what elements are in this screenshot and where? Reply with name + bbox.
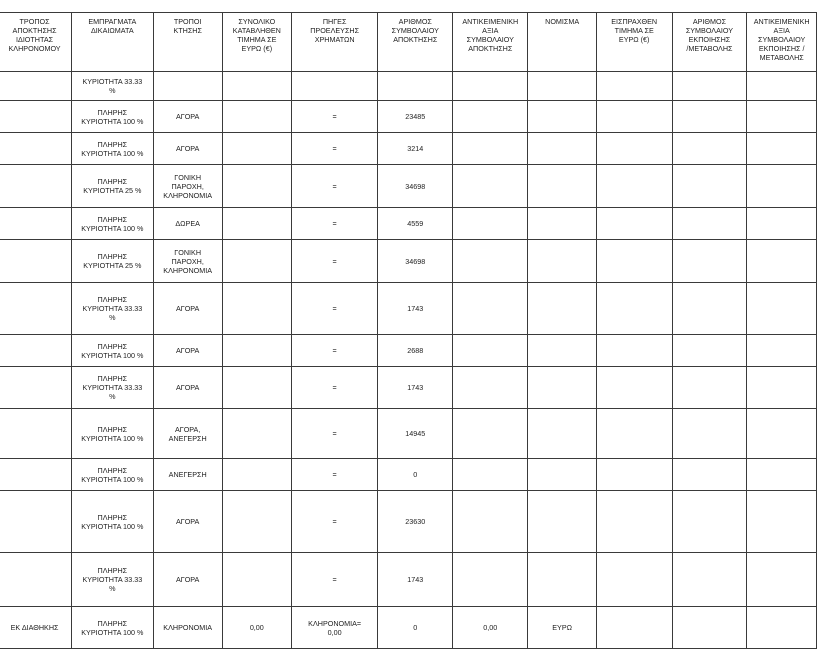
table-cell: [0, 409, 72, 459]
table-cell: [222, 240, 291, 283]
table-cell: 1743: [378, 283, 453, 335]
table-row: [0, 72, 817, 101]
table-cell: [672, 335, 747, 367]
table-cell: [222, 409, 291, 459]
table-cell: [747, 491, 817, 553]
table-cell: [222, 283, 291, 335]
table-cell: [528, 165, 596, 208]
table-cell: [528, 335, 596, 367]
table-cell: [222, 133, 291, 165]
table-cell: [528, 459, 596, 491]
table-cell: [747, 72, 817, 101]
table-cell: 34698: [378, 165, 453, 208]
table-cell: ΚΛΗΡΟΝΟΜΙΑ= 0,00: [291, 607, 377, 649]
table-cell: [596, 607, 672, 649]
table-cell: [672, 133, 747, 165]
table-cell: [453, 72, 528, 101]
table-cell: 0: [378, 607, 453, 649]
table-cell: [672, 283, 747, 335]
table-cell: [596, 335, 672, 367]
table-cell: [453, 367, 528, 409]
table-cell: [453, 553, 528, 607]
table-cell: [528, 367, 596, 409]
table-cell: ΠΛΗΡΗΣ ΚΥΡΙΟΤΗΤΑ 25 %: [72, 165, 153, 208]
table-cell: [0, 165, 72, 208]
table-cell: [528, 409, 596, 459]
table-cell: [528, 553, 596, 607]
assets-table: [0, 12, 817, 649]
col-funding-sources: ΠΗΓΕΣ ΠΡΟΕΛΕΥΣΗΣ ΧΡΗΜΑΤΩΝ: [291, 13, 377, 72]
table-cell: ΑΓΟΡΑ: [153, 491, 222, 553]
table-cell: =: [291, 283, 377, 335]
table-cell: [0, 491, 72, 553]
table-cell: [222, 553, 291, 607]
table-cell: [0, 240, 72, 283]
table-cell: 3214: [378, 133, 453, 165]
table-row: [0, 133, 817, 165]
table-cell: 1743: [378, 367, 453, 409]
table-cell: [747, 101, 817, 133]
table-cell: [672, 101, 747, 133]
table-cell: 0,00: [222, 607, 291, 649]
table-cell: [672, 459, 747, 491]
table-cell: [0, 283, 72, 335]
table-cell: [672, 553, 747, 607]
col-disposal-objective-value: ΑΝΤΙΚΕΙΜΕΝΙΚΗ ΑΞΙΑ ΣΥΜΒΟΛΑΙΟΥ ΕΚΠΟΙΗΣΗΣ / ΜΕΤΑΒΟΛΗΣ: [747, 13, 817, 72]
table-row: [0, 367, 817, 409]
table-cell: [672, 491, 747, 553]
table-row: [0, 491, 817, 553]
col-real-rights: ΕΜΠΡΑΓΜΑΤΑ ΔΙΚΑΙΩΜΑΤΑ: [72, 13, 153, 72]
table-cell: [528, 72, 596, 101]
table-cell: 34698: [378, 240, 453, 283]
table-cell: ΠΛΗΡΗΣ ΚΥΡΙΟΤΗΤΑ 100 %: [72, 459, 153, 491]
table-cell: [453, 101, 528, 133]
col-acquisition-modes: ΤΡΟΠΟΙ ΚΤΗΣΗΣ: [153, 13, 222, 72]
table-cell: [453, 240, 528, 283]
table-row: [0, 101, 817, 133]
table-cell: [747, 283, 817, 335]
table-cell: [596, 367, 672, 409]
table-cell: [0, 459, 72, 491]
table-cell: [747, 409, 817, 459]
table-cell: ΑΓΟΡΑ: [153, 101, 222, 133]
table-cell: [528, 101, 596, 133]
table-cell: [222, 208, 291, 240]
table-cell: ΔΩΡΕΑ: [153, 208, 222, 240]
table-cell: [747, 165, 817, 208]
table-cell: [596, 165, 672, 208]
table-cell: [528, 491, 596, 553]
table-cell: [222, 491, 291, 553]
table-cell: ΠΛΗΡΗΣ ΚΥΡΙΟΤΗΤΑ 100 %: [72, 101, 153, 133]
table-cell: [672, 607, 747, 649]
table-cell: [378, 72, 453, 101]
table-cell: 0,00: [453, 607, 528, 649]
table-cell: 4559: [378, 208, 453, 240]
table-row: [0, 283, 817, 335]
table-cell: ΓΟΝΙΚΗ ΠΑΡΟΧΗ, ΚΛΗΡΟΝΟΜΙΑ: [153, 165, 222, 208]
table-cell: ΠΛΗΡΗΣ ΚΥΡΙΟΤΗΤΑ 33.33 %: [72, 367, 153, 409]
col-total-price-paid: ΣΥΝΟΛΙΚΟ ΚΑΤΑΒΛΗΘΕΝ ΤΙΜΗΜΑ ΣΕ ΕΥΡΩ (€): [222, 13, 291, 72]
table-cell: ΠΛΗΡΗΣ ΚΥΡΙΟΤΗΤΑ 100 %: [72, 409, 153, 459]
table-cell: ΕΚ ΔΙΑΘΗΚΗΣ: [0, 607, 72, 649]
table-row: [0, 208, 817, 240]
table-cell: [453, 459, 528, 491]
table-cell: 1743: [378, 553, 453, 607]
table-cell: [596, 409, 672, 459]
table-cell: [453, 165, 528, 208]
table-cell: ΚΥΡΙΟΤΗΤΑ 33.33 %: [72, 72, 153, 101]
header-row: [0, 13, 817, 72]
table-cell: ΑΝΕΓΕΡΣΗ: [153, 459, 222, 491]
table-cell: [747, 459, 817, 491]
table-cell: ΓΟΝΙΚΗ ΠΑΡΟΧΗ, ΚΛΗΡΟΝΟΜΙΑ: [153, 240, 222, 283]
table-cell: =: [291, 165, 377, 208]
table-cell: ΑΓΟΡΑ: [153, 133, 222, 165]
table-cell: ΑΓΟΡΑ, ΑΝΕΓΕΡΣΗ: [153, 409, 222, 459]
table-cell: 23630: [378, 491, 453, 553]
table-cell: [747, 133, 817, 165]
table-cell: [0, 367, 72, 409]
table-cell: [528, 283, 596, 335]
table-cell: ΕΥΡΩ: [528, 607, 596, 649]
table-cell: [672, 409, 747, 459]
table-cell: [0, 133, 72, 165]
table-cell: =: [291, 553, 377, 607]
table-cell: [528, 240, 596, 283]
table-cell: ΠΛΗΡΗΣ ΚΥΡΙΟΤΗΤΑ 100 %: [72, 491, 153, 553]
table-row: [0, 335, 817, 367]
table-cell: [596, 553, 672, 607]
table-cell: ΠΛΗΡΗΣ ΚΥΡΙΟΤΗΤΑ 33.33 %: [72, 283, 153, 335]
table-row: [0, 553, 817, 607]
table-cell: =: [291, 133, 377, 165]
table-cell: ΠΛΗΡΗΣ ΚΥΡΙΟΤΗΤΑ 100 %: [72, 133, 153, 165]
table-cell: =: [291, 459, 377, 491]
col-price-received: ΕΙΣΠΡΑΧΘΕΝ ΤΙΜΗΜΑ ΣΕ ΕΥΡΩ (€): [596, 13, 672, 72]
col-currency: ΝΟΜΙΣΜΑ: [528, 13, 596, 72]
table-cell: [528, 208, 596, 240]
table-cell: [0, 72, 72, 101]
table-cell: 0: [378, 459, 453, 491]
table-cell: [453, 208, 528, 240]
table-cell: [0, 101, 72, 133]
table-cell: [0, 553, 72, 607]
table-cell: [596, 491, 672, 553]
table-row: [0, 409, 817, 459]
table-cell: [528, 133, 596, 165]
table-cell: ΠΛΗΡΗΣ ΚΥΡΙΟΤΗΤΑ 25 %: [72, 240, 153, 283]
col-acquisition-method-heir: ΤΡΟΠΟΣ ΑΠΟΚΤΗΣΗΣ ΙΔΙΟΤΗΤΑΣ ΚΛΗΡΟΝΟΜΟΥ: [0, 13, 72, 72]
table-cell: 2688: [378, 335, 453, 367]
table-cell: =: [291, 409, 377, 459]
table-cell: [747, 367, 817, 409]
table-row: [0, 459, 817, 491]
table-cell: ΑΓΟΡΑ: [153, 283, 222, 335]
table-cell: [672, 208, 747, 240]
table-cell: [453, 409, 528, 459]
table-cell: [222, 101, 291, 133]
table-cell: ΑΓΟΡΑ: [153, 335, 222, 367]
table-cell: =: [291, 367, 377, 409]
table-row: [0, 607, 817, 649]
table-cell: [747, 607, 817, 649]
table-cell: [672, 367, 747, 409]
table-cell: [291, 72, 377, 101]
table-cell: [453, 283, 528, 335]
table-cell: ΚΛΗΡΟΝΟΜΙΑ: [153, 607, 222, 649]
table-cell: 14945: [378, 409, 453, 459]
table-cell: [222, 459, 291, 491]
table-cell: =: [291, 208, 377, 240]
table-cell: [747, 240, 817, 283]
table-cell: [672, 72, 747, 101]
table-body: [0, 72, 817, 649]
table-cell: =: [291, 240, 377, 283]
table-cell: [596, 240, 672, 283]
table-cell: ΑΓΟΡΑ: [153, 553, 222, 607]
table-cell: [222, 72, 291, 101]
table-cell: [747, 208, 817, 240]
table-cell: [222, 367, 291, 409]
table-cell: [453, 491, 528, 553]
table-cell: ΠΛΗΡΗΣ ΚΥΡΙΟΤΗΤΑ 100 %: [72, 208, 153, 240]
table-cell: ΑΓΟΡΑ: [153, 367, 222, 409]
table-cell: ΠΛΗΡΗΣ ΚΥΡΙΟΤΗΤΑ 100 %: [72, 607, 153, 649]
table-cell: =: [291, 491, 377, 553]
table-cell: [596, 459, 672, 491]
table-cell: [596, 283, 672, 335]
col-acquisition-contract-number: ΑΡΙΘΜΟΣ ΣΥΜΒΟΛΑΙΟΥ ΑΠΟΚΤΗΣΗΣ: [378, 13, 453, 72]
table-cell: [453, 335, 528, 367]
table-cell: [747, 553, 817, 607]
table-row: [0, 165, 817, 208]
table-cell: ΠΛΗΡΗΣ ΚΥΡΙΟΤΗΤΑ 33.33 %: [72, 553, 153, 607]
table-cell: [453, 133, 528, 165]
table-cell: [0, 335, 72, 367]
table-cell: [0, 208, 72, 240]
table-cell: ΠΛΗΡΗΣ ΚΥΡΙΟΤΗΤΑ 100 %: [72, 335, 153, 367]
col-disposal-contract-number: ΑΡΙΘΜΟΣ ΣΥΜΒΟΛΑΙΟΥ ΕΚΠΟΙΗΣΗΣ /ΜΕΤΑΒΟΛΗΣ: [672, 13, 747, 72]
table-cell: 23485: [378, 101, 453, 133]
table-row: [0, 240, 817, 283]
table-cell: [596, 133, 672, 165]
table-cell: =: [291, 335, 377, 367]
table-cell: =: [291, 101, 377, 133]
table-cell: [596, 72, 672, 101]
table-cell: [596, 208, 672, 240]
table-cell: [672, 165, 747, 208]
table-cell: [153, 72, 222, 101]
table-cell: [672, 240, 747, 283]
table-cell: [747, 335, 817, 367]
col-acquisition-objective-value: ΑΝΤΙΚΕΙΜΕΝΙΚΗ ΑΞΙΑ ΣΥΜΒΟΛΑΙΟΥ ΑΠΟΚΤΗΣΗΣ: [453, 13, 528, 72]
table-cell: [596, 101, 672, 133]
table-cell: [222, 165, 291, 208]
table-cell: [222, 335, 291, 367]
